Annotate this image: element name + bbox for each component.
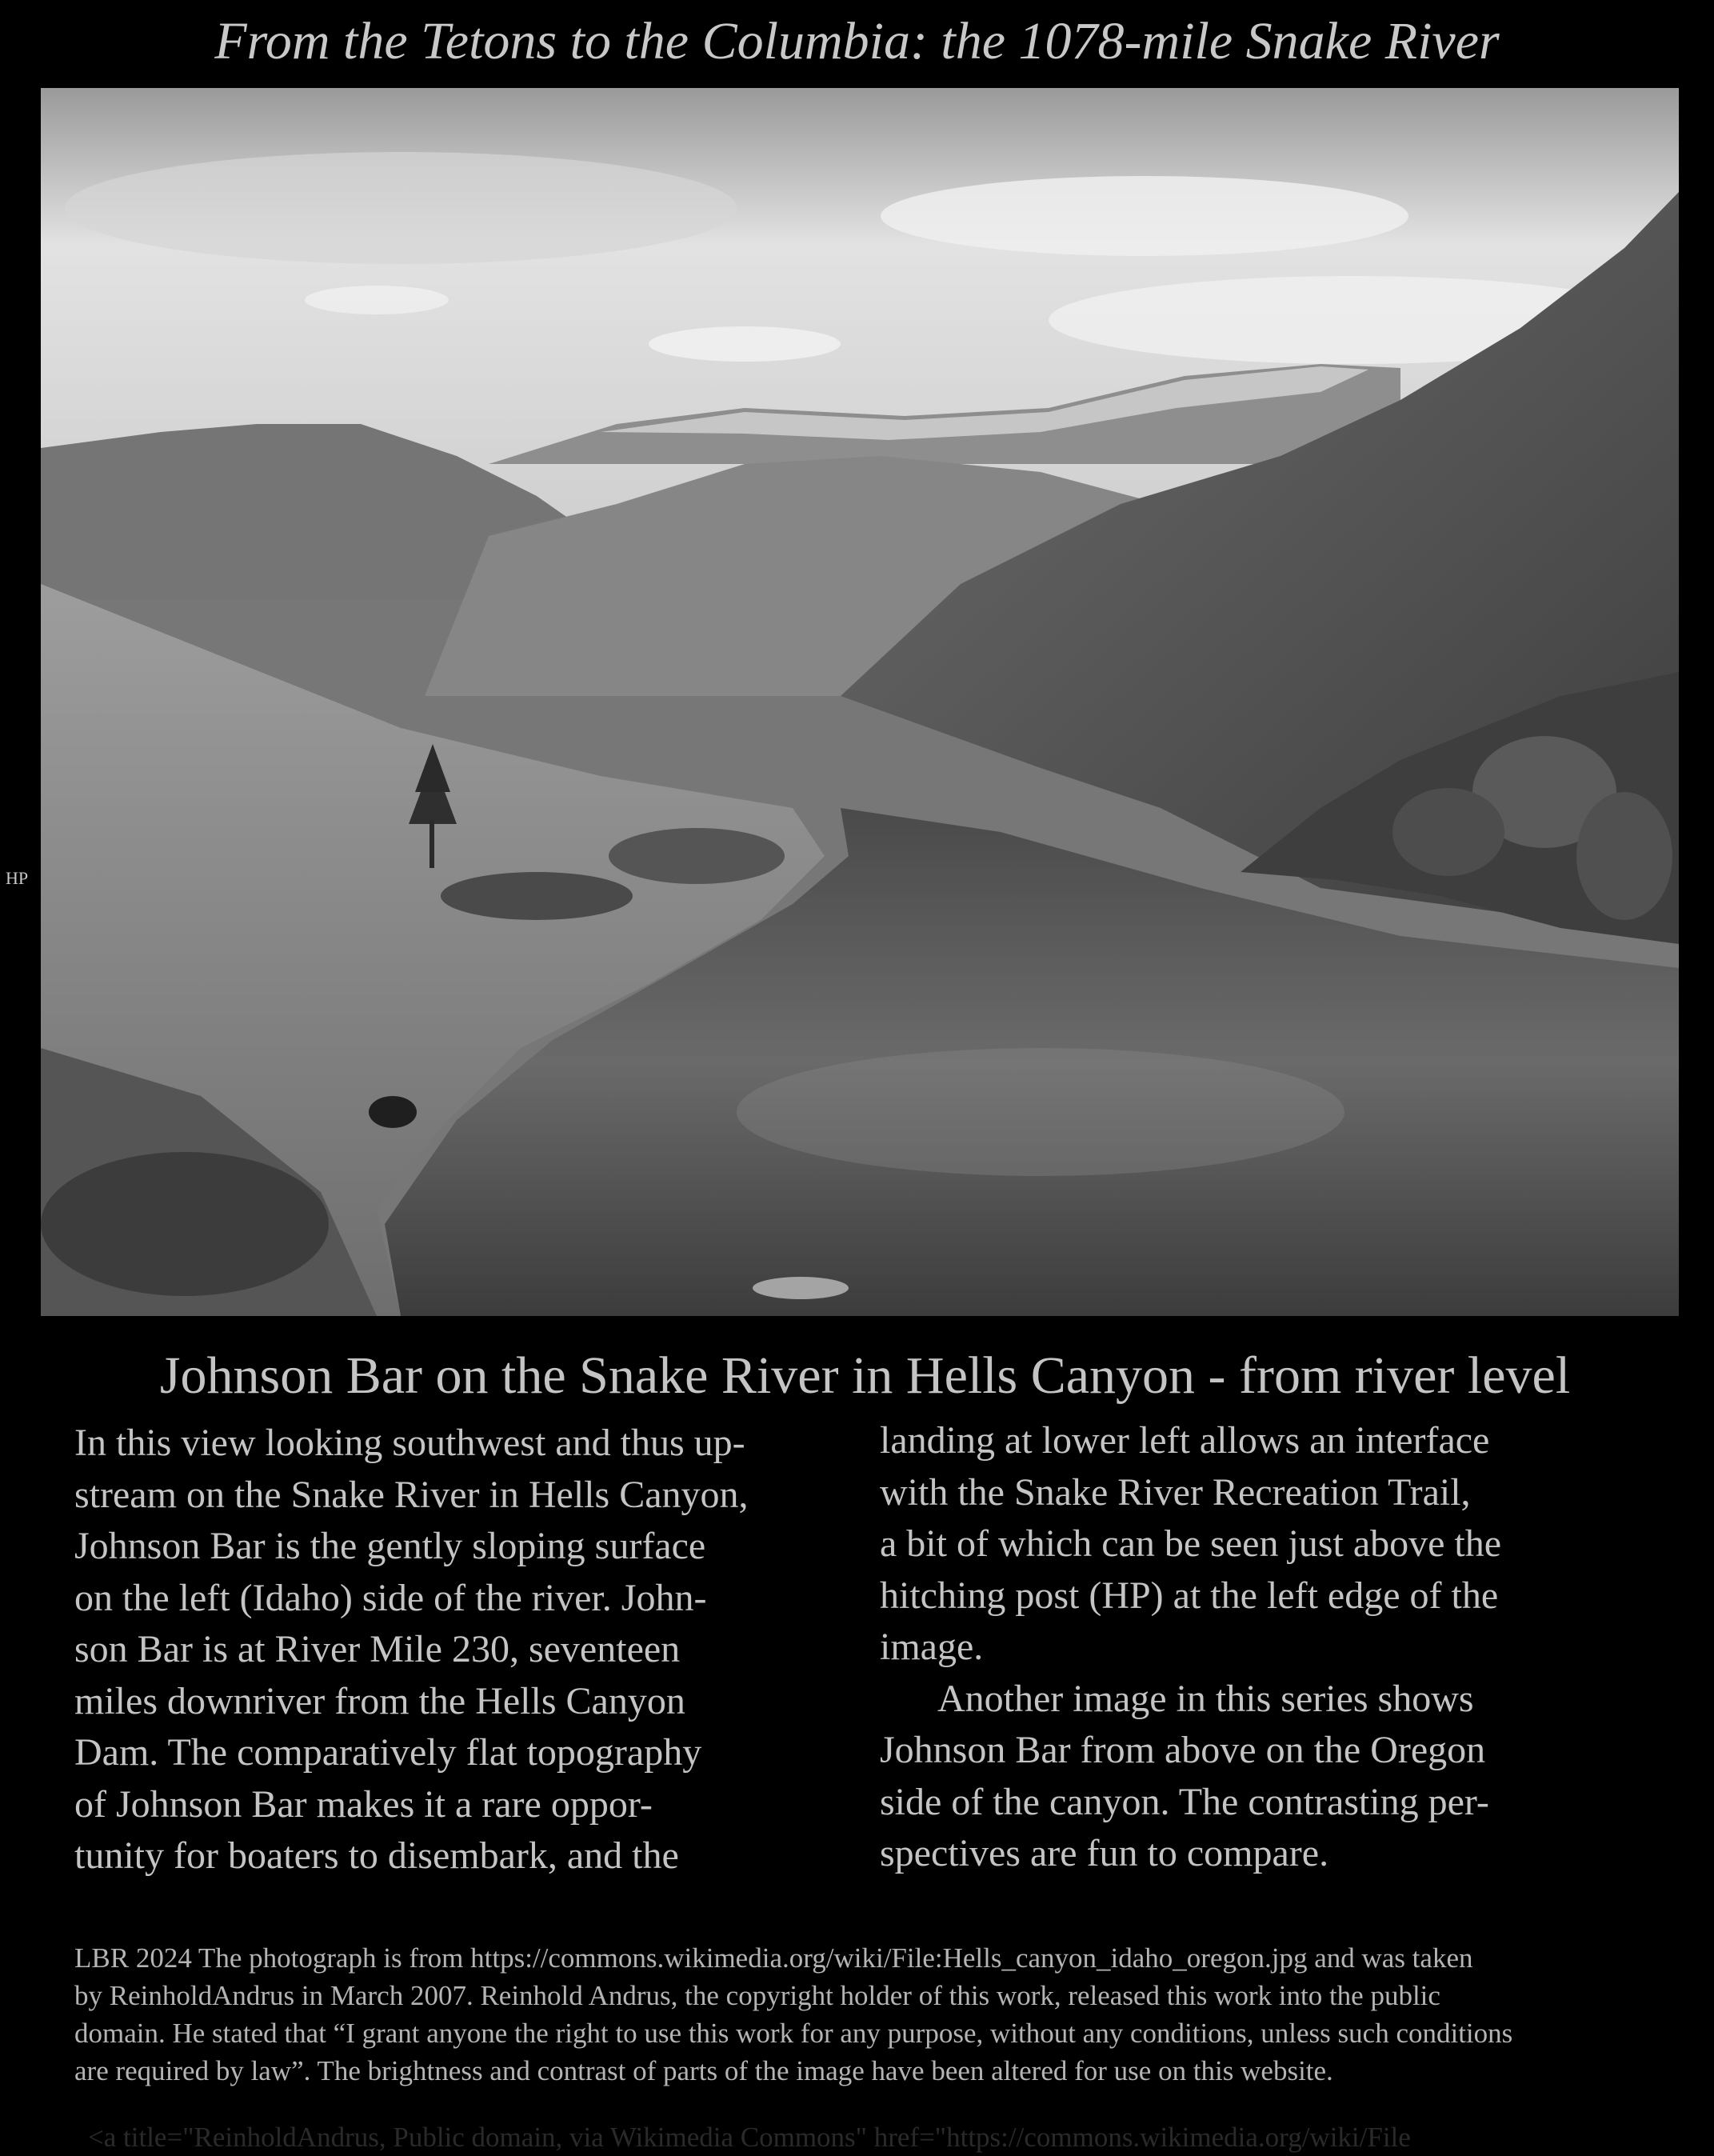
- caption-line: Another image in this series shows: [937, 1677, 1474, 1720]
- caption-left-column: [74, 1418, 842, 1882]
- caption-line: image.: [880, 1626, 984, 1668]
- caption-line: a bit of which can be seen just above the: [880, 1522, 1502, 1565]
- hells-canyon-photo: [41, 88, 1679, 1316]
- credits-line: domain. He stated that “I grant anyone the right to use this work for any purpose, without any conditions, unless such conditions: [74, 2018, 1513, 2049]
- caption-line: of Johnson Bar makes it a rare oppor-: [74, 1782, 653, 1826]
- caption-line: with the Snake River Recreation Trail,: [880, 1470, 1471, 1514]
- caption-line: spectives are fun to compare.: [880, 1832, 1329, 1874]
- caption-line: on the left (Idaho) side of the river. John-: [74, 1576, 707, 1619]
- cut-off-attribution-line: <a title="ReinholdAndrus, Public domain, via Wikimedia Commons" href="https://commons.wikimedia.org/wiki/File: [88, 2122, 1411, 2153]
- credits-line: by ReinholdAndrus in March 2007. Reinhold Andrus, the copyright holder of this work, released this work into the public: [74, 1980, 1440, 2011]
- credits-line: LBR 2024 The photograph is from https://commons.wikimedia.org/wiki/File:Hells_canyon_idaho_oregon.jpg and was taken: [74, 1942, 1473, 1974]
- credits-line: are required by law”. The brightness and contrast of parts of the image have been altered for use on this website.: [74, 2055, 1333, 2086]
- caption-line: stream on the Snake River in Hells Canyon,: [74, 1473, 749, 1516]
- caption-line: hitching post (HP) at the left edge of the: [880, 1574, 1499, 1617]
- page-title: From the Tetons to the Columbia: the 1078-mile Snake River: [214, 12, 1500, 70]
- caption-line: tunity for boaters to disembark, and the: [74, 1834, 679, 1877]
- caption-line: son Bar is at River Mile 230, seventeen: [74, 1628, 681, 1670]
- caption-line: Johnson Bar is the gently sloping surface: [74, 1525, 706, 1567]
- caption-line: Johnson Bar from above on the Oregon: [880, 1729, 1486, 1771]
- caption-line: side of the canyon. The contrasting per-: [880, 1780, 1489, 1823]
- caption-line: In this view looking southwest and thus up-: [74, 1422, 745, 1464]
- caption-line: landing at lower left allows an interface: [880, 1419, 1490, 1462]
- caption-title: Johnson Bar on the Snake River in Hells Canyon - from river level: [159, 1346, 1571, 1405]
- photo-credits: [74, 1939, 1682, 2090]
- hp-marker-label: HP: [6, 868, 29, 888]
- caption-line: Dam. The comparatively flat topography: [74, 1731, 702, 1774]
- caption-line: miles downriver from the Hells Canyon: [74, 1679, 685, 1722]
- caption-right-column: [880, 1415, 1680, 1880]
